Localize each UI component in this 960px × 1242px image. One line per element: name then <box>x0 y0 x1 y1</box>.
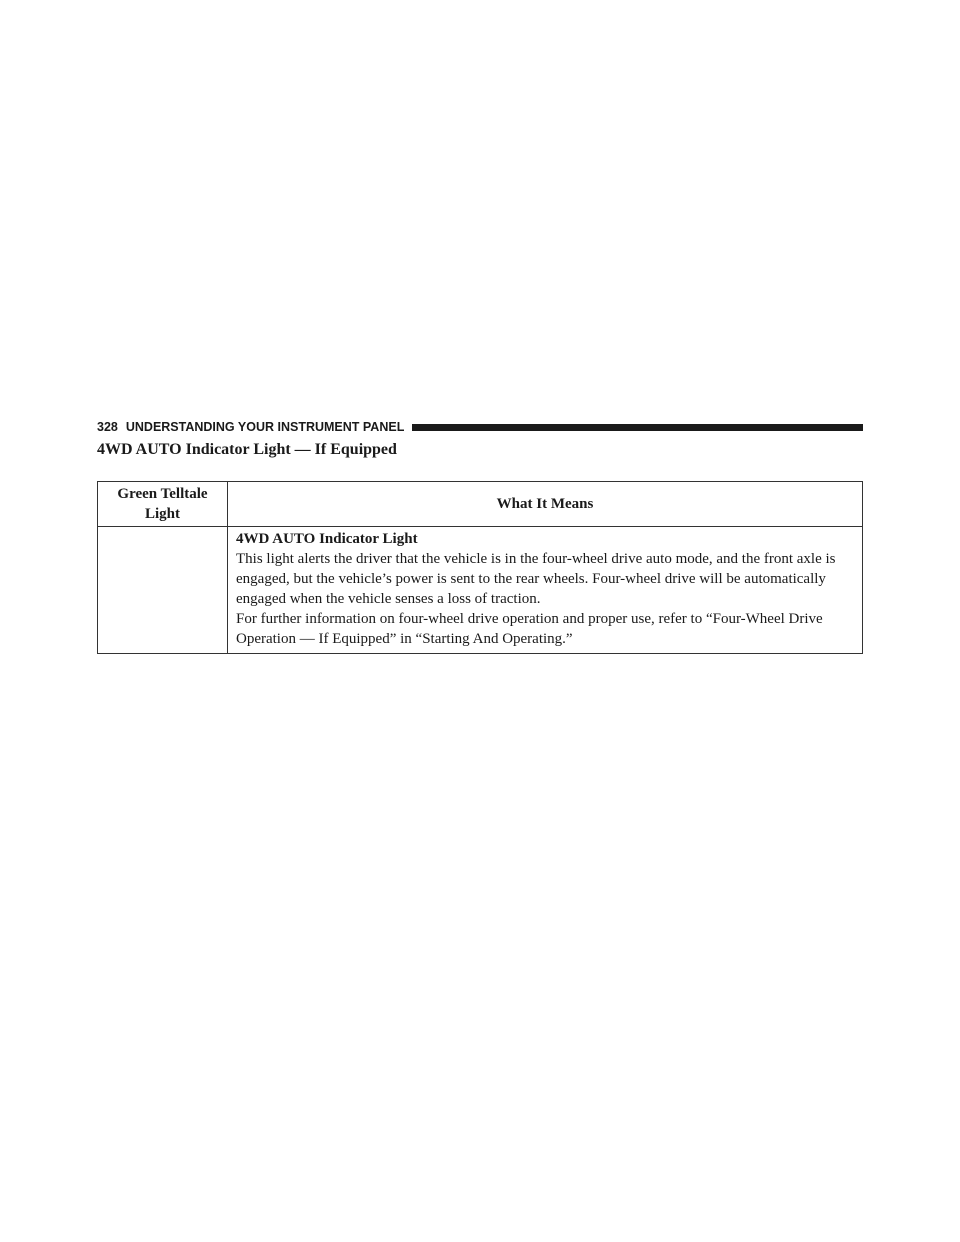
header-rule <box>412 424 863 431</box>
section-title: UNDERSTANDING YOUR INSTRUMENT PANEL <box>125 420 405 434</box>
column-header-telltale: Green Telltale Light <box>98 482 228 527</box>
indicator-table <box>97 481 863 654</box>
telltale-icon-cell <box>98 527 228 654</box>
page-title: 4WD AUTO Indicator Light — If Equipped <box>97 441 397 458</box>
meaning-cell <box>228 527 863 654</box>
indicator-name: 4WD AUTO Indicator Light <box>236 531 418 547</box>
table-row <box>98 527 863 654</box>
reference-paragraph: For further information on four-wheel drive operation and proper use, refer to “Four-Wheel Drive Operation — If Equipped” in “Starting And Operating.” <box>236 611 823 647</box>
page-header <box>97 418 863 436</box>
table-header-row <box>98 482 863 527</box>
description-paragraph: This light alerts the driver that the vehicle is in the four-wheel drive auto mode, and the front axle is engaged, but the vehicle’s power is sent to the rear wheels. Four-wheel drive will be automatically engaged when the vehicle senses a loss of traction. <box>236 551 836 607</box>
page-number: 328 <box>97 420 118 434</box>
column-header-meaning: What It Means <box>228 482 863 527</box>
